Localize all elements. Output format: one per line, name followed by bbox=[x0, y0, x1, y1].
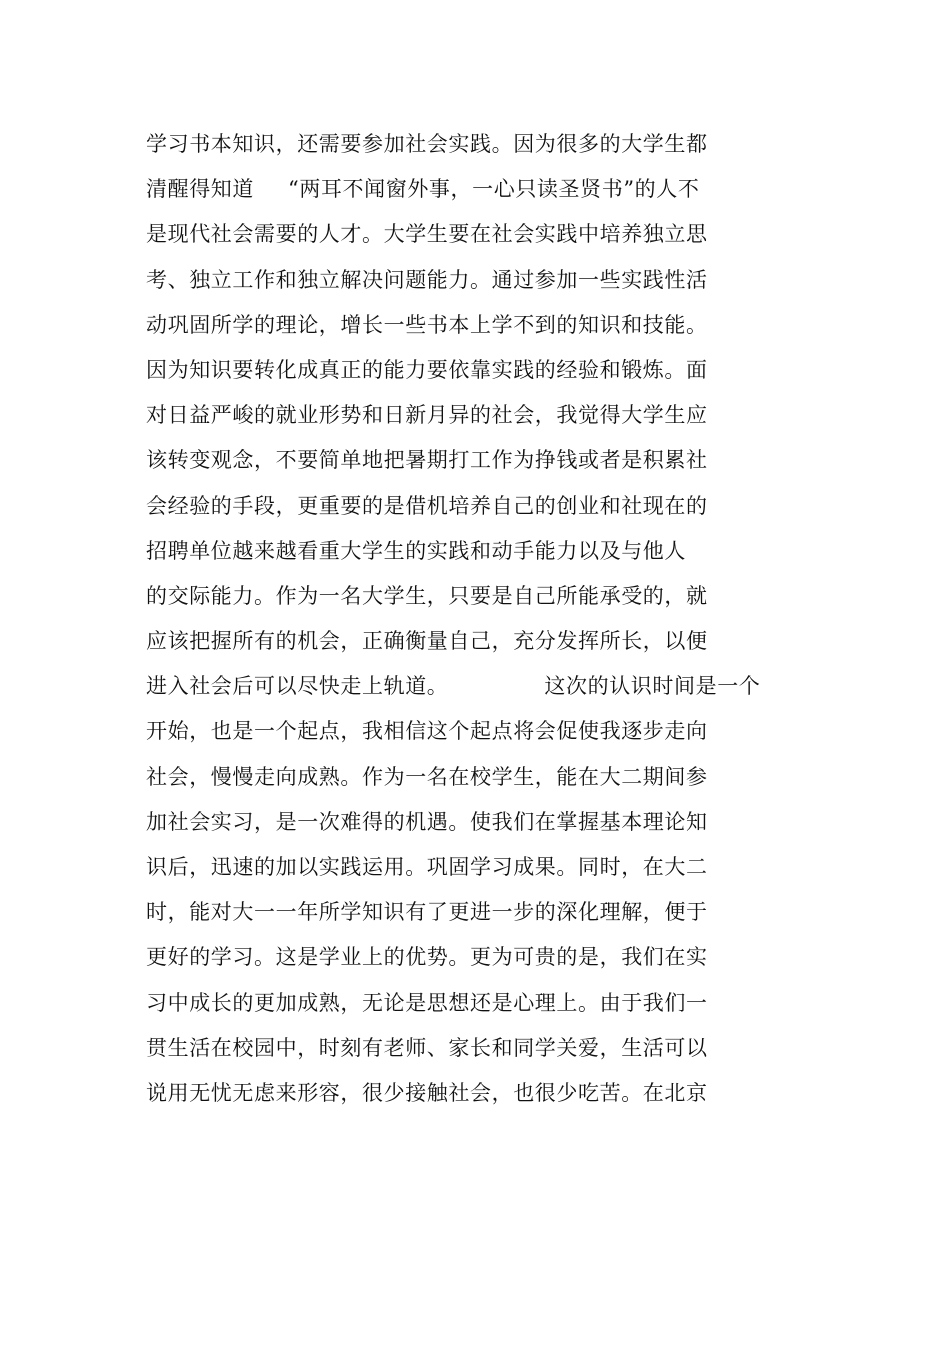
text-line-3: 是现代社会需要的人才。大学生要在社会实践中培养独立思 bbox=[146, 222, 708, 247]
text-line-1: 学习书本知识，还需要参加社会实践。因为很多的大学生都 bbox=[146, 132, 708, 156]
text-line-16: 加社会实习，是一次难得的机遇。使我们在掌握基本理论知 bbox=[146, 809, 708, 834]
text-line-13-end: 这次的认识时间是一个 bbox=[544, 674, 761, 699]
text-line-20: 习中成长的更加成熟，无论是思想还是心理上。由于我们一 bbox=[146, 990, 708, 1015]
text-line-18: 时，能对大一一年所学知识有了更进一步的深化理解，便于 bbox=[146, 900, 708, 925]
text-line-5: 动巩固所学的理论，增长一些书本上学不到的知识和技能。 bbox=[146, 312, 708, 337]
text-line-19: 更好的学习。这是学业上的优势。更为可贵的是，我们在实 bbox=[146, 945, 708, 970]
text-line-2-end: “两耳不闻窗外事，一心只读圣贤书”的人不 bbox=[288, 177, 700, 202]
text-line-22: 说用无忧无虑来形容，很少接触社会，也很少吃苦。在北京 bbox=[146, 1080, 708, 1105]
text-line-13 bbox=[146, 664, 846, 709]
body-text bbox=[146, 122, 846, 1116]
text-line-21: 贯生活在校园中，时刻有老师、家长和同学关爱，生活可以 bbox=[146, 1035, 708, 1060]
text-line-13-start: 进入社会后可以尽快走上轨道。 bbox=[146, 674, 449, 699]
text-line-8: 该转变观念，不要简单地把暑期打工作为挣钱或者是积累社 bbox=[146, 448, 708, 473]
text-line-10: 招聘单位越来越看重大学生的实践和动手能力以及与他人 bbox=[146, 538, 686, 563]
text-line-17: 识后，迅速的加以实践运用。巩固学习成果。同时，在大二 bbox=[146, 855, 708, 879]
text-line-11: 的交际能力。作为一名大学生，只要是自己所能承受的，就 bbox=[146, 583, 708, 608]
text-line-7: 对日益严峻的就业形势和日新月异的社会，我觉得大学生应 bbox=[146, 403, 708, 428]
text-line-2-start: 清醒得知道 bbox=[146, 177, 254, 202]
text-line-4: 考、独立工作和独立解决问题能力。通过参加一些实践性活 bbox=[146, 267, 708, 292]
text-line-2 bbox=[146, 167, 846, 212]
text-line-15: 社会，慢慢走向成熟。作为一名在校学生，能在大二期间参 bbox=[146, 764, 708, 789]
text-line-14: 开始，也是一个起点，我相信这个起点将会促使我逐步走向 bbox=[146, 719, 708, 744]
text-line-6: 因为知识要转化成真正的能力要依靠实践的经验和锻炼。面 bbox=[146, 357, 708, 382]
text-line-12: 应该把握所有的机会，正确衡量自己，充分发挥所长，以便 bbox=[146, 629, 708, 654]
text-line-9: 会经验的手段，更重要的是借机培养自己的创业和社现在的 bbox=[146, 493, 708, 518]
